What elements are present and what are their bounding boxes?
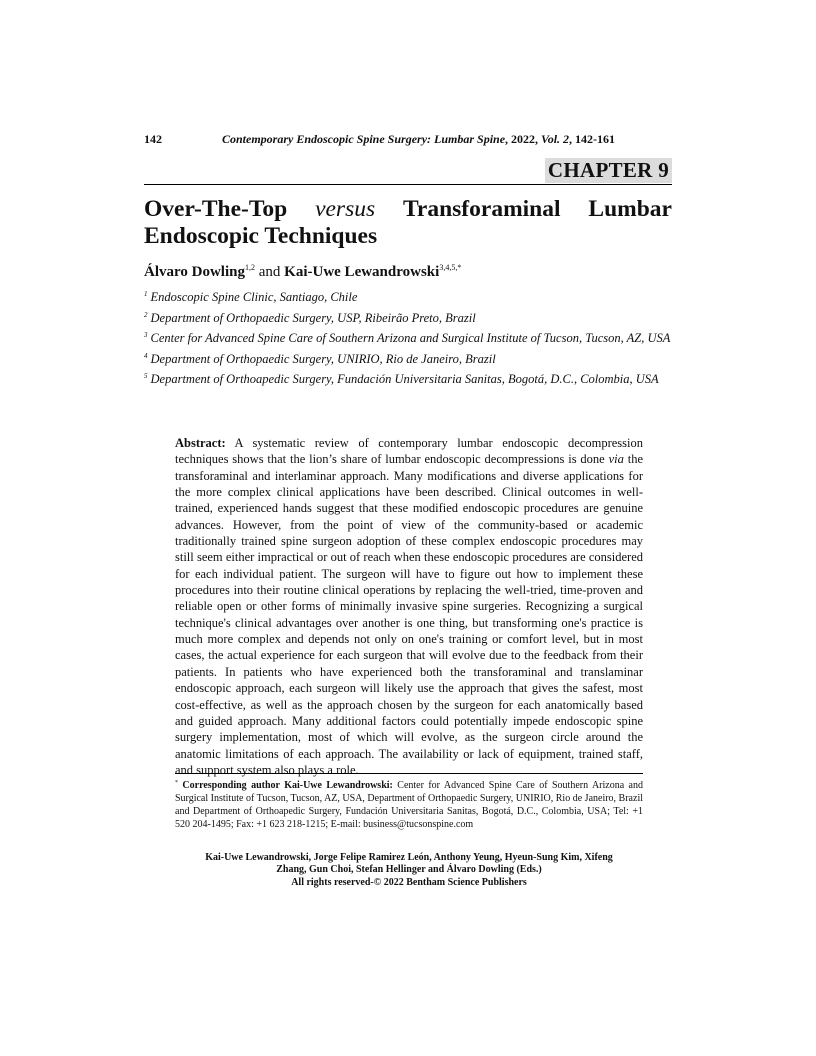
affiliation-text: Department of Orthopaedic Surgery, UNIRIO, Rio de Janeiro, Brazil (150, 351, 496, 366)
affiliation-text: Department of Orthopaedic Surgery, USP, Ribeirão Preto, Brazil (150, 310, 476, 325)
running-head (144, 132, 672, 148)
journal-volume: Vol. 2 (541, 132, 570, 146)
chapter-header (144, 157, 672, 185)
corresponding-author-footnote (175, 777, 643, 831)
affiliation-text: Endoscopic Spine Clinic, Santiago, Chile (150, 290, 358, 304)
abstract (175, 435, 643, 778)
affiliations (144, 286, 672, 389)
author-affiliation-marker: 1,2 (244, 263, 255, 272)
title-word: Transforaminal (402, 196, 561, 222)
affiliation-number: 5 (144, 372, 148, 381)
affiliation-item (144, 286, 672, 307)
abstract-text: A systematic review of contemporary lumbar endoscopic decompression techniques shows that the lion’s share of lumbar endoscopic decompressions is done (175, 436, 643, 467)
title-word-italic: versus (315, 196, 376, 222)
journal-title: Contemporary Endoscopic Spine Surgery: Lumbar Spine (222, 132, 506, 146)
affiliation-number: 2 (144, 310, 148, 319)
journal-citation (222, 132, 615, 147)
affiliation-text: Department of Orthoapedic Surgery, Fundación Universitaria Sanitas, Bogotá, D.C., Colombia, USA (150, 372, 659, 387)
author-name: Kai-Uwe Lewandrowski (284, 264, 440, 280)
copyright-line: All rights reserved-© 2022 Bentham Science Publishers (291, 876, 527, 888)
author-list (144, 263, 461, 281)
page-number: 142 (144, 132, 162, 146)
article-title (144, 196, 672, 250)
affiliation-item (144, 368, 672, 389)
footnote-divider (175, 773, 643, 774)
abstract-label: Abstract: (175, 436, 226, 450)
author-name: Álvaro Dowling (144, 264, 245, 280)
footnote-marker: * (175, 780, 178, 786)
author-affiliation-marker: 3,4,5,* (439, 263, 462, 272)
chapter-label: CHAPTER 9 (545, 158, 672, 183)
title-line-1 (144, 196, 672, 223)
editors-block (175, 852, 643, 889)
journal-pages: , 142-161 (569, 132, 616, 146)
journal-year: , 2022, (505, 132, 542, 146)
affiliation-text: Center for Advanced Spine Care of Southern Arizona and Surgical Institute of Tucson, Tucson, AZ, USA (150, 331, 671, 346)
affiliation-item (144, 307, 672, 328)
title-line-2: Endoscopic Techniques (144, 223, 378, 249)
abstract-italic-word: via (608, 452, 624, 467)
affiliation-number: 1 (144, 290, 148, 298)
affiliation-number: 4 (144, 351, 148, 360)
abstract-text: the transforaminal and interlaminar approach. Many modifications and diverse applications for the more complex clinical applications have been described. Clinical outcomes in well-trained, experienced hands suggest that these modified endoscopic procedures are genuine advances. However, from the point of view of the community-based or academic traditionally trained spine surgeon adoption of these complex endoscopic procedures may still seem either impractical or out of reach when these endoscopic procedures are considered for each individual patient. The surgeon will have to figure out how to implement these procedures into their routine clinical operations by replacing the well-tried, time-proven and reliable open or other forms of minimally invasive spine surgeries. Recognizing a surgical technique's clinical advantages over another is one thing, but transforming one's practice is much more complex and depends not only on one's training or comfort level, but in most cases, the actual experience for each surgeon that will evolve due to the feedback from their patients. In patients who have experienced both the transforaminal and translaminar endoscopic approach, each surgeon will likely use the approach that gives the safest, most cost-effective, as well as the approach chosen by the surgeon for each anatomically based and guided approach. Many additional factors could potentially impede endoscopic spine surgery implementation, most of which will evolve, as the surgeon circle around the anatomic limitations of each approach. The availability or lack of equipment, trained staff, and support system also plays a role. (175, 452, 643, 777)
editors-line: Zhang, Gun Choi, Stefan Hellinger and Álvaro Dowling (Eds.) (276, 864, 542, 876)
editors-line: Kai-Uwe Lewandrowski, Jorge Felipe Ramirez León, Anthony Yeung, Hyeun-Sung Kim, Xifeng (205, 852, 613, 863)
affiliation-number: 3 (144, 331, 148, 340)
footnote-label: Corresponding author Kai-Uwe Lewandrowski: (178, 780, 393, 791)
footnote-text: Center for Advanced Spine Care of Southern Arizona and Surgical Institute of Tucson, Tucson, AZ, USA, Department of Orthopaedic Surgery, UNIRIO, Rio de Janeiro, Brazil and Department of Orthoapedic Surgery, Fundación Universitaria Sanitas, Bogotá, D.C., Colombia, USA; Tel: +1 520 204-1495; Fax: +1 623 218-1215; E-mail: business@tucsonspine.com (175, 780, 643, 830)
affiliation-item (144, 327, 672, 348)
title-word: Over-The-Top (144, 196, 288, 222)
affiliation-item (144, 348, 672, 369)
author-conjunction: and (254, 264, 285, 280)
title-word: Lumbar (588, 196, 672, 222)
